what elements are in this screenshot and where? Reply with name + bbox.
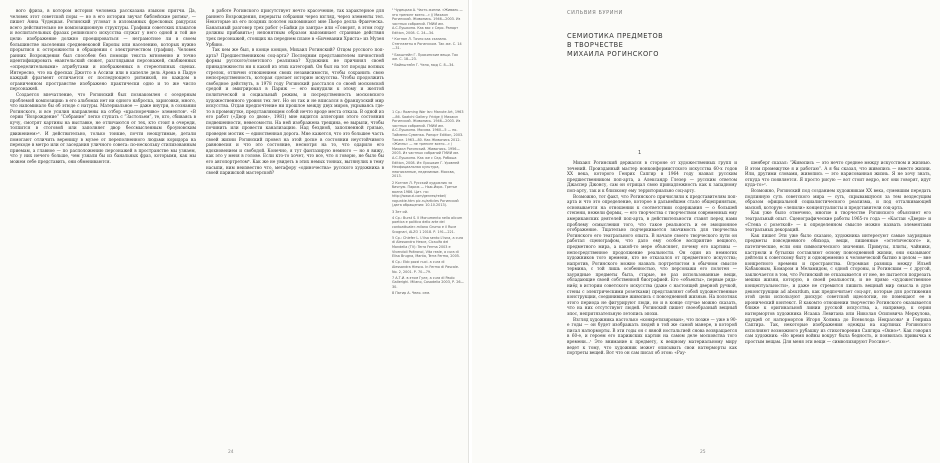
paragraph: Михаил Рогинский держался в стороне от художественных групп и течений. Произданный мастер нонконформистского искусства 60-х годов ХХ века, которого Генрих Сапгир в 1964 году назвал русским предшественником поп-арта, а Александр Глезер — русским ответом Джаспер Джонсу, сам он отрицал свою принадлежность как к западному поп-арту, так и к близкому ему территориально соц-арту. (567, 160, 737, 193)
paragraph: Возможно, Рогинский под созданием художникам ХХ века, сумевшим передать подлинную суть советского мира — суть, скрывавшуюся за тем вездесущим образом официальной социалистического реализма, и под отталкивающей маской, которую «лепили» концептуалисты и представители соц-арта. (745, 187, 931, 210)
page-number: 24 (228, 450, 234, 455)
running-head-author: СИЛЬВИЯ БУРИНИ (567, 10, 623, 16)
left-body-column-2 (206, 8, 384, 448)
right-body-column-1 (567, 160, 737, 452)
footnote: ³ Бакштейн Г. Прокинские вещи. Так же. С. 18—23. (392, 52, 459, 62)
footnote: 1 Ср.: Roaming War Isn: Manute Art, 1963—86. Saatchi Gallery. Fridge // Михаил Рогинский. Живопись. 1946—2003. Из частных собраний. ГМИИ им. А.С.Пушкина. Москва. 1960—5 — по-Таймени Суменка. Рапорт Edition, 2003. Также. 1963—80. Как Живопись 2012. «Жизнь» — не тренинг всего...» / Михаил Рогинский. Живопись. 1956—2003. Из частных собраний ГМИИ им. А.С.Пушкина. Как же с Сед. Рабоша Edition, 2008. Из: Ерошкин Г. Уровней Неофициальная культура, неописанные, неделимые. Москва, 2013. (392, 110, 464, 179)
paragraph: Как пишет Эти уже было сказано, художника интересуют самые заурядные предметы повседневного обихода, вещи, лишенные «эстетического» и, патетические, если они символического значения. Примусы, плиты, чайники, кастрюли и бутылки составляют основу повседневной жизни, они оказывают дейтели к советскому быту и одновременно к человеческой бытию в целом — вне конкретного времени и пространства. Огромная разница между Ильей Кабаковым, Комаром и Меламидом, с одной стороны, и Рогинским — с другой, заключается в том, что Рогинский не отказывается от нее, не пытается подрезать мешки жизни, которую, в своей реальности, и не прямо «художественное концептуальности», и даже не стремится лишить вещный мир смысла в духе деконструкции ad absurdum, как предпочитает соц-арт, которые для достижения этой цели используют дискурс советской идеологии, но помещают ее в иронический контекст. В какомто отношении творчество Рогинского оказывается ближе к оригинальной линии русской искусства, а, например, к серии натюрмортов художника Исаака Левитана или Николая Осиповича Меркулова, идущей от натюрмортов Игоря Холмна до Всеволода Некрасова³ и Генриха Сапгира. Так, некоторые изображения одежды на картинах Рогинского исполняют возможного рубашку из стихотворения Сапгира «Окно»⁴. Как говорил сам художник: «Во время войны вокруг была бедность, и появилась привычка к простым вещам. Для меня эти вещи — символизируют Россию»⁵. (745, 232, 931, 344)
left-figure-notes (392, 110, 464, 440)
footnote: 5 Ср.: Chiefer L. L'ilsa sento L'Isna, a cura di Alessandra Hesce, Cicaulfa del Mondella (TV): Terra Ferma 2003 e Vivendoli Poltronoi, Vita reale, a cura di Elisa Brugna, Manta, Terra Ferma, 2005. (392, 235, 464, 259)
title-line: МИХАИЛА РОГИНСКОГО (567, 49, 659, 58)
footnote: 4 Ср.: Burst S. Il Monumento nella alicum poetica e politica dello arte del contoattuale».milano Grumo e il Ruce Scognari, ALZO 1 2018. Р. 191—221. (392, 215, 463, 234)
title-line: СЕМИОТИКА ПРЕДМЕТОВ (567, 32, 664, 40)
title-line: В ТВОРЧЕСТВЕ (567, 40, 624, 49)
left-notes-column (392, 8, 464, 98)
paragraph: вого фриза, в котором история человека рассказана языком притчи. Да, человек этот советской поры — но в его истории звучат библейские ритмы¹, — пишет Анна Чудецкая. Рогинский угловат в изломанных фресковых ракурсах всего действительно не композиционную структуры. Графики советских плакатов и воспитательных фразах репинского искусства служат у него одной и той же цели: изображение должно проецироваться — неграмотное ли в своем большинстве населении средневековой Европы или населению, которых нужно прорытися к осторожности в обращении с электричеством (графии). Человек ранних Возрождения был способен без помощи текста мгновенно и точно идентифицировать евангельский сюжет, разглядывая персонажей, снабженных «определительными» атрибутами и изображенных в стереотипных сценах. Интересно, что на фресках Джотто в Ассизи или в капелле дель Арена в Падуе каждый фрагмент отличается от последующего ритмикой, но каждом в ограниченном пространстве изображено практически одно и то же число персонажей. (10, 8, 196, 92)
footnote: 2 Когпан Л. Русский художник за бичную. Париж — Нью-Йорк. Третье волна 1986. Цит. по: http://www.zl.com/genres/rebel/ rogunkie.htm pic.ru/articles Рогинский (дата обращения: 10.10.2013). (392, 180, 459, 208)
paragraph: в работе Рогинского присутствует нечто красочение, так характерное для раннего Возрождения, перерыты собрания через взгляд, через элементы тел. Некоторые из его поздних полотен напоминают мне Пьеро делла Франческа. Банальный разговор трех работ («Байки до завтра» или «Говорят, в этом году должны прибавить») непонятным образом напоминает странные действия трех персонажей, стоящих на переднем плане в «Бичевании Христа» из Музея Урбино. (206, 8, 384, 47)
left-body-column-1 (10, 8, 196, 448)
paragraph: Взгляд художника настолько «конкретизирован», что позже — уже в 90-е годы — он будет изображать людей в той же самой манере, в которой писал натюрморты. В эти годы он с явной ностальгией снова возвращается в 60-е, и героем его парижских картин на самом деле московства того времени…¹ Это внимание к предмету, к вещному материальному миру ведет к тому, что художник может описывать свои натюрморты как портреты вещей. Вот что он сам писал об этом: «Рау- (567, 316, 737, 356)
page-number: 25 (700, 450, 706, 455)
paragraph: Создается впечатление, что Рогинский был познакомлен с оседерным проблемой композиции: в его альбомах нет ни одного наброска, зарисовки, много, что напоминало бы об этюде с натуры. Материальное — даже внутри, в сознании Рогинского, и все усилия направлены на отбор «красноречиво» элементов². «В серии “Возрождение” “Собрание” легко ступать с “Застольем”, те, кто, сбиваясь в кучу, смотрят картины на выставке, не отличаются от тех, кто стоит в очереди, толпится в стоговой или заполняет двор бессмысленным броуновским движением»³. И действительно, только тонкие, почти неощутимые, детали помогают отличить вереницу в музее от переполненного людьми коридора на переходе в метро или от заседания уличного совета: по-нескольку стилизованным приемам, а главное — по расположению персонажей в пространстве мы узнаем, что у них нечего больше, чем узнали бы из банальных фраз, которыми, как мы можем себе представить, они обмениваются. (10, 91, 196, 165)
article-title (567, 32, 687, 58)
footnote: 6 Ср.: Ebb pozzi nuci. a cura di Alessandra Hiesco. In Fermo di Pascale. No. 2, 2001. Р. 70—79. (392, 260, 460, 274)
section-number: 1 (638, 150, 642, 156)
paragraph: Так кем же был, в конце концов, Михаил Рогинский? Отцом русского поп-арта? Предшественником соц-арта? Последним представителем личностной формы русского/советского реализма? Художник не причинял своей принадлежности ни к какой из этих категорий. Он был на тот породы волных стрелок, отличен отношением своих независимости, чтобы сохранить свою непосредственность, которая сделает историю искусства. Чтобы продолжить свободное действуть, в 1978 году Рогинский расстался со своей московской средой и эмигрировал в Париж — его вынудили к этому и желтой политической и социальный режим, и посредственность московского художественного уровня тех лет. Но он так и не вписался в французский мир искусства. Отдав предпочтение ни прошлое между двух миров, укрываясь где-то в промежутке, представляющем собой нечто вроде места отказа. В одной из его работ («Двор со двом», 1981) мне видится аллегория этого состояния подвешенности, невесомости. На ней изображена трещина, ее вырыли, чтобы починить или провести канализацию. Над бездной, заполненной грязью, проведен мостик — единственная дорога. Мне кажется, что это большее часть своей жизни Рогинский провел на этой доске в состоянии неустойчивого равновесия и что это состояние, несмотря на то, что одарило его вдохновением и свободой. Конечно, я тут фантазирую немного — но я вижу, как это у меня в голове. Если кто-то хочет, что все, что я говорю, не было бы его автопортретом⁴. Как же не увидеть в этих немых тоннах, вытянулих в тему насыпи, ним неизвестно что, метафору «одиночества» русского художника в своей парижской мастерской? (206, 47, 384, 176)
footnote: 3 Зет ий. (392, 209, 409, 214)
left-page (0, 0, 469, 463)
footnote: ⁴ Вайнштейн Г. Чело, мод С. 8—34. (392, 63, 455, 68)
paragraph: Как уже было отмечено, многие в творчестве Рогинского объясняет его театральный опыт. Сценографические работы 1965-го года — «Кастаи «Двери» и «Стена с розеткой» — к определенном смысле можно назвать элементами театральных декораций. (745, 210, 931, 233)
paragraph: Возможно, тот факт, что Рогинского причисляли к представителям поп-арта и что это определение, которое в дальнейшем стало общепринятым, основывается на отношении к соответствии содержания — о большей степени, нежели формы, — его творчества с творчеством современных ему американских деятелей поп-арта, в действительности ставят перед нами проблему осмысления того, что такое реальность и ее эмоционное отображение. Тщательно подчеркивается значимость для творчества Рогинского его театрального опыта. В начале своего творческого пути он работал сценографом, что дало ему особое восприятие вещного, предметного мира, а какой-то мере объясняет, почему его картины — непосредственное продолжение реальности. Он один из немногих художников того времени, кто не отказался от предметного искусства; напротив, Рогинского можно назвать портретистом в обычном смысле термина, с той лишь особенностью, что персонажи его полотен — заурядные предметы быта, старые, не раз использованные вещи, обладающие своей собственной биографией. Его «объекты», первые ряда-ниёд в истории советского искусства (даже с настоящей дверной ручкой, стены с электрическими розетками) представляют собой художественные конструкции, соединившие живопись с повседневной жизнью. На полотнах этого периода не фигурируют люди, но и в конце случае можно сказать, что на них отсутствуют людей. Рогинский пишет своеобразный вещный эпос, непритязательную летопись эпохи. (567, 193, 737, 317)
footnote: ² Когпан Л. Точно как сказано. Стенгазеты в Рогинском. Так же. С. 14—31. (392, 37, 462, 51)
footnote: 8 Патир А. Чело. сем. (392, 291, 431, 296)
footnote: ¹ Чудецкая А. Часть жизни. «Живаль — это тренинг всего...» // Михаил Рогинский. Живопись. 1946—2003. Из частных собраний. ГМИИ им. А.С.Пушкина. Как вас с Серо. Рапорт Edition, 2008. С. 24—34. (392, 8, 463, 35)
right-body-column-2 (745, 160, 931, 452)
paragraph: шенберг сказал: “Живопись — это нечто среднее между искусством и жизнью. В этом промежутке я и работаю”. А я бы сказал, что живопись — вместо жизни. Или, другими словами, живопись — это нарисованная жизнь. Я не хочу знать, откуда что появляется. Я просто рисую — вот стоит ведро, вот они говорят, идут куда-то»². (745, 160, 931, 188)
footnote: 7 А.Т.И. в этом Гуле, а cura di Paolo Gallerighi. Milano, Cosadelia 2003, Р. 26—30. (392, 275, 464, 289)
